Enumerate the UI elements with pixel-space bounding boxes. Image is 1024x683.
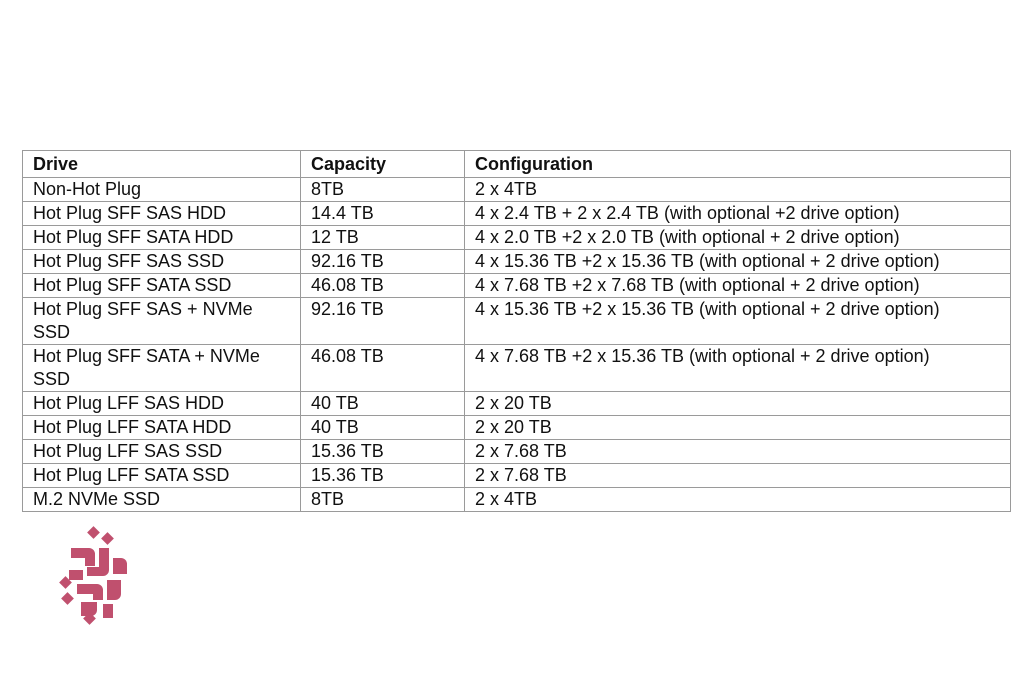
- table-row: [23, 488, 1011, 512]
- cell-capacity: 40 TB: [301, 416, 465, 440]
- cell-capacity: 46.08 TB: [301, 274, 465, 298]
- cell-capacity: 8TB: [301, 488, 465, 512]
- cell-capacity: 46.08 TB: [301, 345, 465, 392]
- table-row: [23, 345, 1011, 392]
- cell-drive: Hot Plug LFF SAS SSD: [23, 440, 301, 464]
- cell-capacity: 14.4 TB: [301, 202, 465, 226]
- cell-drive: Hot Plug SFF SAS HDD: [23, 202, 301, 226]
- table-row: [23, 274, 1011, 298]
- table-row: [23, 392, 1011, 416]
- table-row: [23, 416, 1011, 440]
- table-row: [23, 440, 1011, 464]
- header-drive: Drive: [23, 151, 301, 178]
- drive-spec-table: [22, 150, 1011, 512]
- cell-configuration: 4 x 2.4 TB + 2 x 2.4 TB (with optional +2 drive option): [465, 202, 1011, 226]
- cell-configuration: 4 x 15.36 TB +2 x 15.36 TB (with optional + 2 drive option): [465, 298, 1011, 345]
- table-row: [23, 250, 1011, 274]
- cell-configuration: 4 x 7.68 TB +2 x 15.36 TB (with optional + 2 drive option): [465, 345, 1011, 392]
- cell-drive: Non-Hot Plug: [23, 178, 301, 202]
- cell-configuration: 2 x 7.68 TB: [465, 440, 1011, 464]
- cell-configuration: 2 x 4TB: [465, 488, 1011, 512]
- cell-drive: Hot Plug SFF SATA SSD: [23, 274, 301, 298]
- table-row: [23, 298, 1011, 345]
- cell-configuration: 2 x 20 TB: [465, 392, 1011, 416]
- cell-drive: Hot Plug SFF SATA + NVMe SSD: [23, 345, 301, 392]
- watermark-logo-icon: [55, 526, 135, 630]
- cell-capacity: 92.16 TB: [301, 298, 465, 345]
- cell-capacity: 15.36 TB: [301, 464, 465, 488]
- cell-configuration: 4 x 7.68 TB +2 x 7.68 TB (with optional + 2 drive option): [465, 274, 1011, 298]
- cell-configuration: 2 x 7.68 TB: [465, 464, 1011, 488]
- header-capacity: Capacity: [301, 151, 465, 178]
- cell-capacity: 15.36 TB: [301, 440, 465, 464]
- cell-drive: Hot Plug SFF SAS SSD: [23, 250, 301, 274]
- table-row: [23, 178, 1011, 202]
- cell-capacity: 40 TB: [301, 392, 465, 416]
- cell-configuration: 2 x 20 TB: [465, 416, 1011, 440]
- cell-drive: Hot Plug LFF SAS HDD: [23, 392, 301, 416]
- cell-configuration: 4 x 2.0 TB +2 x 2.0 TB (with optional + 2 drive option): [465, 226, 1011, 250]
- cell-configuration: 4 x 15.36 TB +2 x 15.36 TB (with optional + 2 drive option): [465, 250, 1011, 274]
- table-row: [23, 464, 1011, 488]
- cell-capacity: 8TB: [301, 178, 465, 202]
- table-row: [23, 202, 1011, 226]
- cell-drive: Hot Plug SFF SAS + NVMe SSD: [23, 298, 301, 345]
- cell-drive: Hot Plug SFF SATA HDD: [23, 226, 301, 250]
- cell-capacity: 12 TB: [301, 226, 465, 250]
- cell-drive: Hot Plug LFF SATA HDD: [23, 416, 301, 440]
- cell-configuration: 2 x 4TB: [465, 178, 1011, 202]
- cell-drive: Hot Plug LFF SATA SSD: [23, 464, 301, 488]
- header-configuration: Configuration: [465, 151, 1011, 178]
- table-row: [23, 226, 1011, 250]
- table-header-row: [23, 151, 1011, 178]
- cell-drive: M.2 NVMe SSD: [23, 488, 301, 512]
- cell-capacity: 92.16 TB: [301, 250, 465, 274]
